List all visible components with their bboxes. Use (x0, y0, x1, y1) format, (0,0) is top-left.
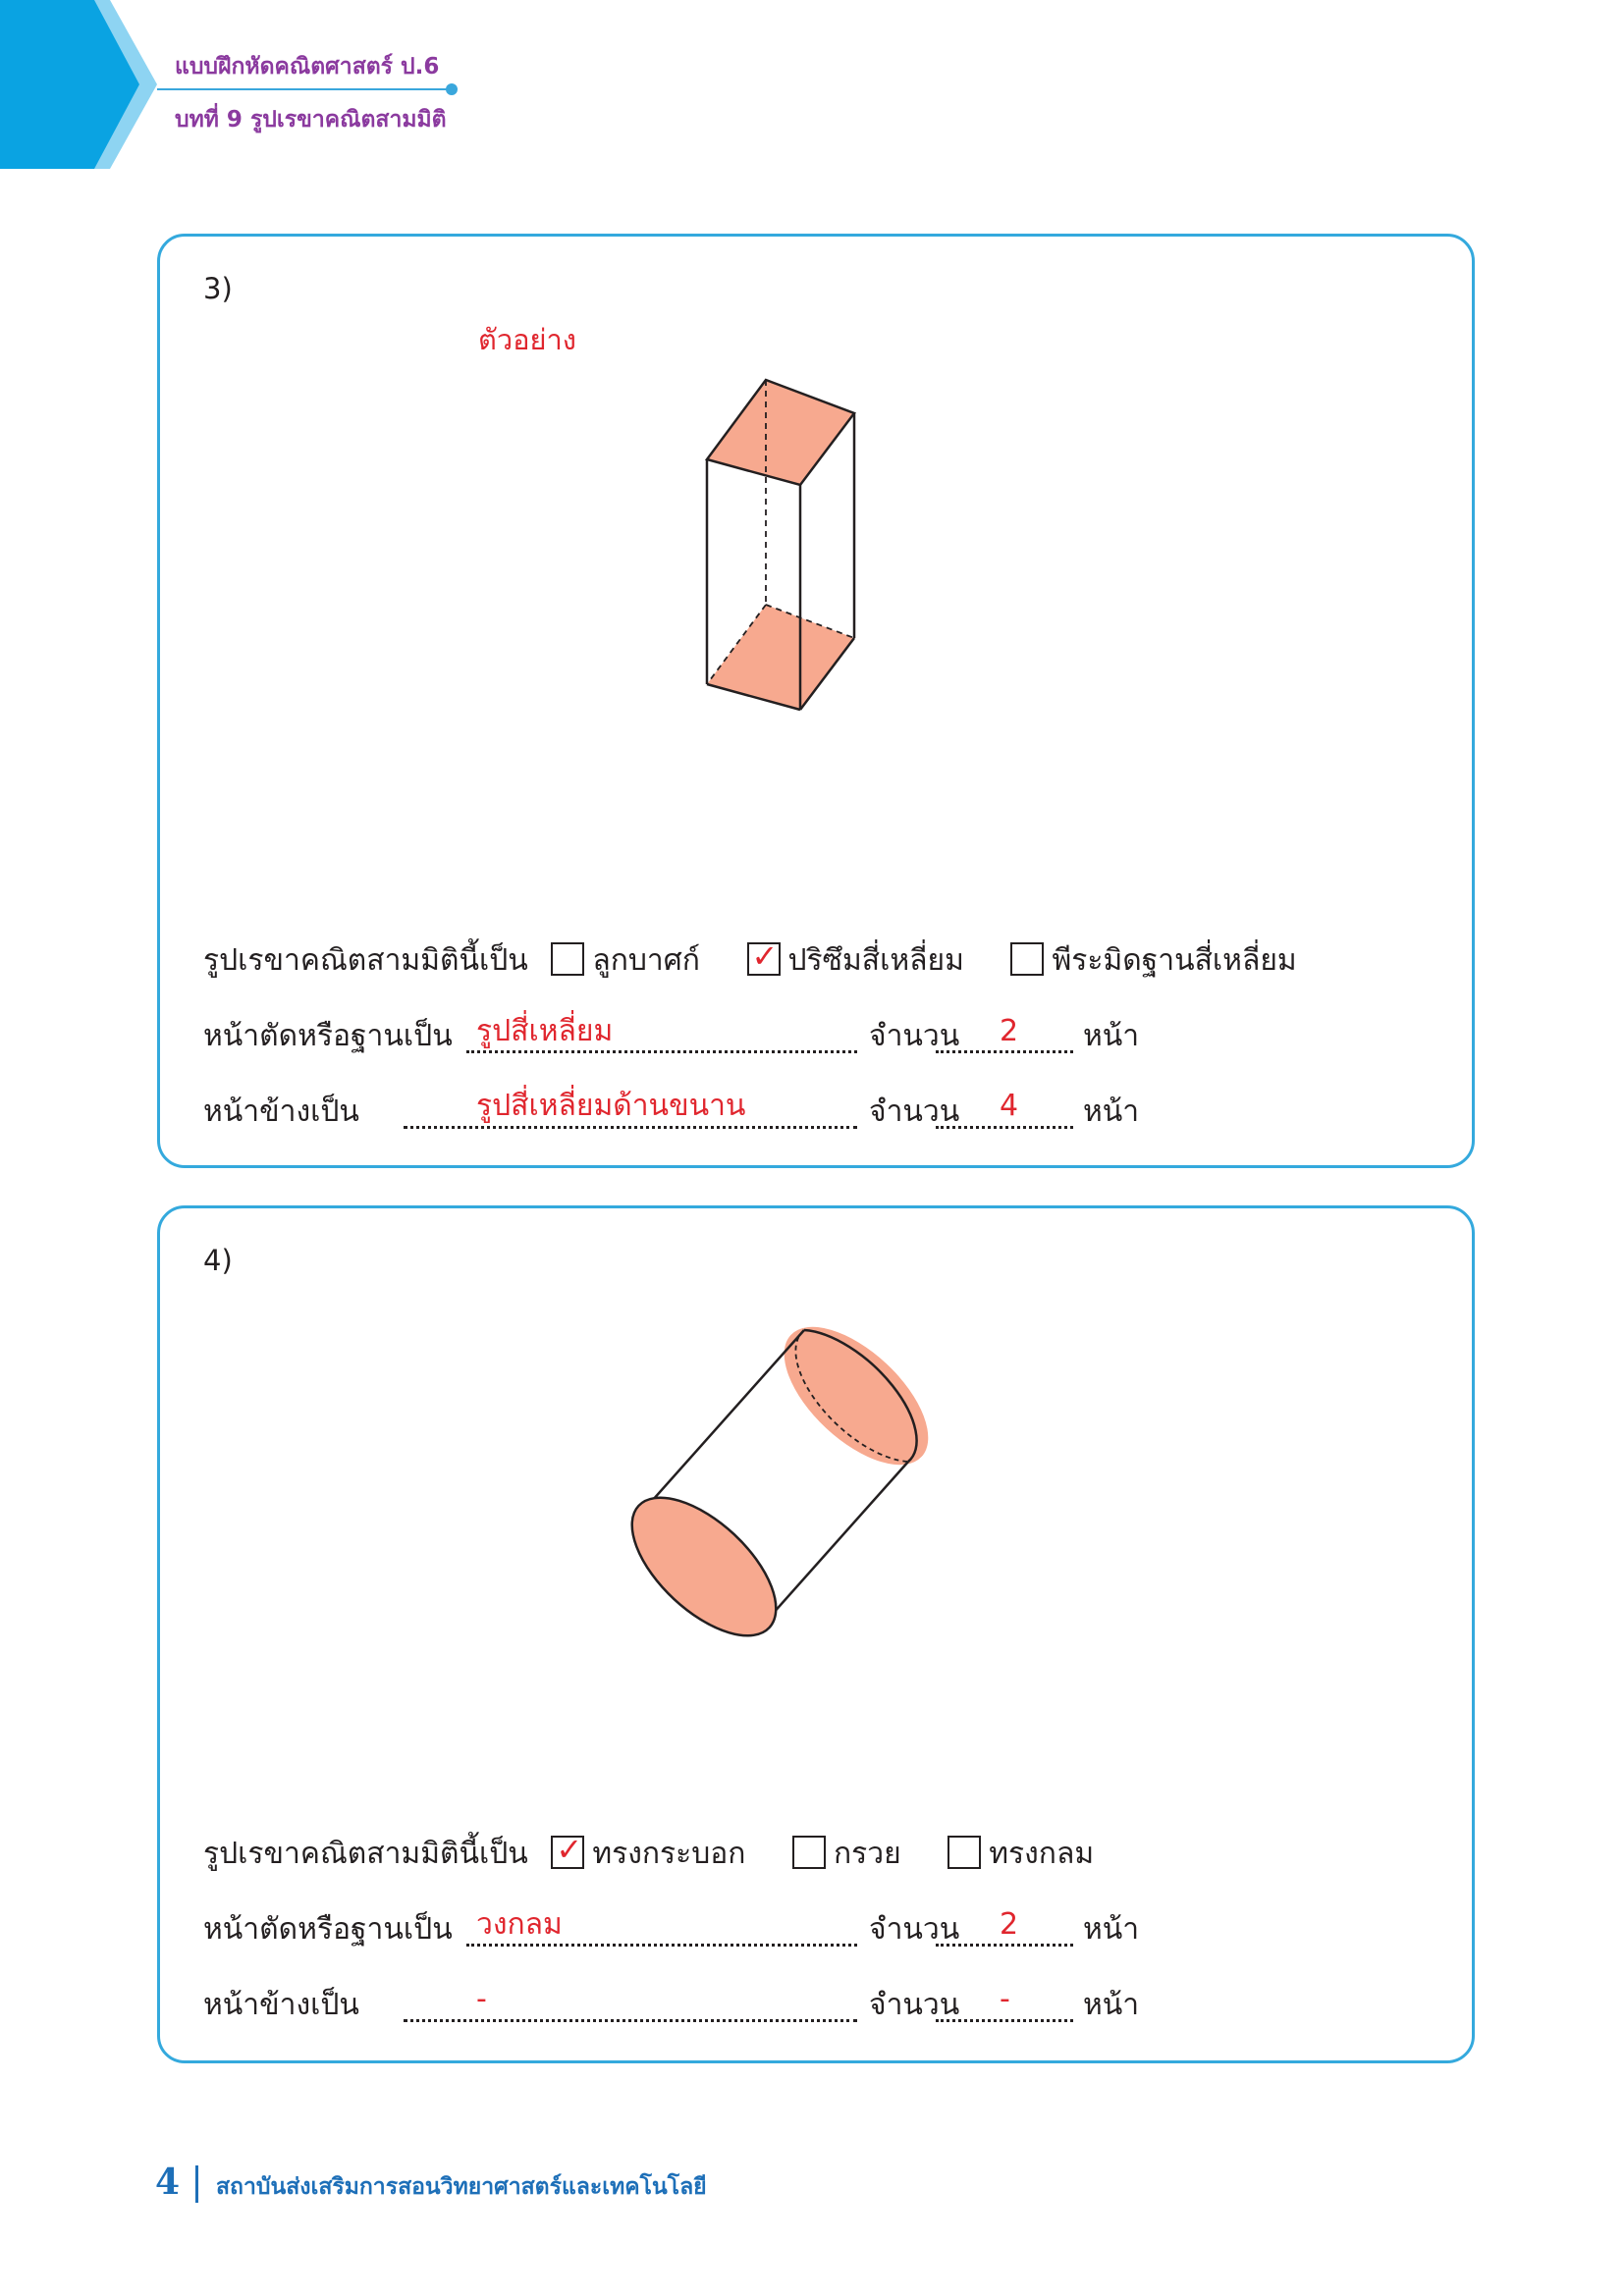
q3-side-dotted-line (404, 1126, 857, 1129)
q3-option-square-pyramid: พีระมิดฐานสี่เหลี่ยม (1052, 943, 1297, 978)
question-3-panel (157, 234, 1475, 1168)
header-rule (157, 88, 454, 90)
chapter-title: บทที่ 9 รูปเรขาคณิตสามมิติ (175, 107, 447, 133)
q3-side-answer[interactable]: รูปสี่เหลี่ยมด้านขนาน (476, 1089, 746, 1123)
q3-option-cube: ลูกบาศก์ (592, 943, 700, 978)
q3-checkbox-cube[interactable] (551, 942, 584, 976)
q3-shape-question: รูปเรขาคณิตสามมิตินี้เป็น (203, 943, 528, 978)
q3-side-count-dotted-line (936, 1126, 1073, 1129)
cylinder-bottom-face (622, 1473, 799, 1660)
prism-bottom-face (707, 605, 854, 710)
q4-side-count-dotted-line (936, 2019, 1073, 2022)
q4-shape-question: รูปเรขาคณิตสามมิตินี้เป็น (203, 1837, 528, 1871)
q4-base-label: หน้าตัดหรือฐานเป็น (203, 1912, 453, 1947)
cylinder-top-face (761, 1316, 951, 1489)
q4-side-count[interactable]: - (1000, 1982, 1010, 2016)
q4-side-answer[interactable]: - (476, 1982, 487, 2016)
q3-base-unit: หน้า (1083, 1019, 1140, 1053)
q4-option-cylinder: ทรงกระบอก (592, 1837, 746, 1871)
workbook-title: แบบฝึกหัดคณิตศาสตร์ ป.6 (175, 54, 440, 80)
q4-checkbox-cone[interactable] (792, 1836, 826, 1869)
page-number: 4 (155, 2162, 181, 2203)
prism-top-face (707, 380, 854, 485)
example-label: ตัวอย่าง (478, 323, 576, 356)
q4-base-unit: หน้า (1083, 1912, 1140, 1947)
question-4-panel (157, 1205, 1475, 2063)
rectangular-prism-figure (702, 374, 957, 727)
header-rule-dot (446, 83, 458, 95)
institute-name: สถาบันส่งเสริมการสอนวิทยาศาสตร์และเทคโนโลยี (216, 2174, 707, 2200)
q4-base-count[interactable]: 2 (1000, 1907, 1019, 1942)
q3-side-label: หน้าข้างเป็น (203, 1095, 359, 1129)
q4-side-dotted-line (404, 2019, 857, 2022)
q3-side-count-label: จำนวน (869, 1095, 960, 1129)
q4-base-count-label: จำนวน (869, 1912, 960, 1947)
q3-base-count[interactable]: 2 (1000, 1014, 1019, 1048)
q3-base-count-label: จำนวน (869, 1019, 960, 1053)
q4-checkbox-sphere[interactable] (947, 1836, 981, 1869)
q4-option-sphere: ทรงกลม (989, 1837, 1095, 1871)
q4-side-count-label: จำนวน (869, 1988, 960, 2022)
checkmark-icon: ✓ (556, 1831, 583, 1868)
header-corner-decoration (0, 0, 177, 169)
q3-base-answer[interactable]: รูปสี่เหลี่ยม (476, 1014, 614, 1048)
q3-side-unit: หน้า (1083, 1095, 1140, 1129)
q4-shape-choice-row (203, 1831, 1117, 1874)
question-3-number: 3) (203, 272, 233, 305)
q4-base-answer[interactable]: วงกลม (476, 1907, 563, 1942)
q4-option-cone: กรวย (834, 1837, 901, 1871)
q3-checkbox-square-pyramid[interactable] (1010, 942, 1044, 976)
question-4-number: 4) (203, 1244, 233, 1277)
cylinder-figure (622, 1316, 1034, 1709)
footer-divider (195, 2165, 198, 2203)
q3-side-count[interactable]: 4 (1000, 1089, 1019, 1123)
q4-checkbox-cylinder[interactable] (551, 1831, 584, 1869)
q3-base-label: หน้าตัดหรือฐานเป็น (203, 1019, 453, 1053)
q4-side-unit: หน้า (1083, 1988, 1140, 2022)
q3-option-square-prism: ปริซึมสี่เหลี่ยม (787, 943, 964, 978)
q4-side-label: หน้าข้างเป็น (203, 1988, 359, 2022)
checkmark-icon: ✓ (751, 937, 779, 975)
q3-shape-choice-row (203, 937, 1321, 981)
q3-checkbox-square-prism[interactable] (747, 937, 781, 976)
